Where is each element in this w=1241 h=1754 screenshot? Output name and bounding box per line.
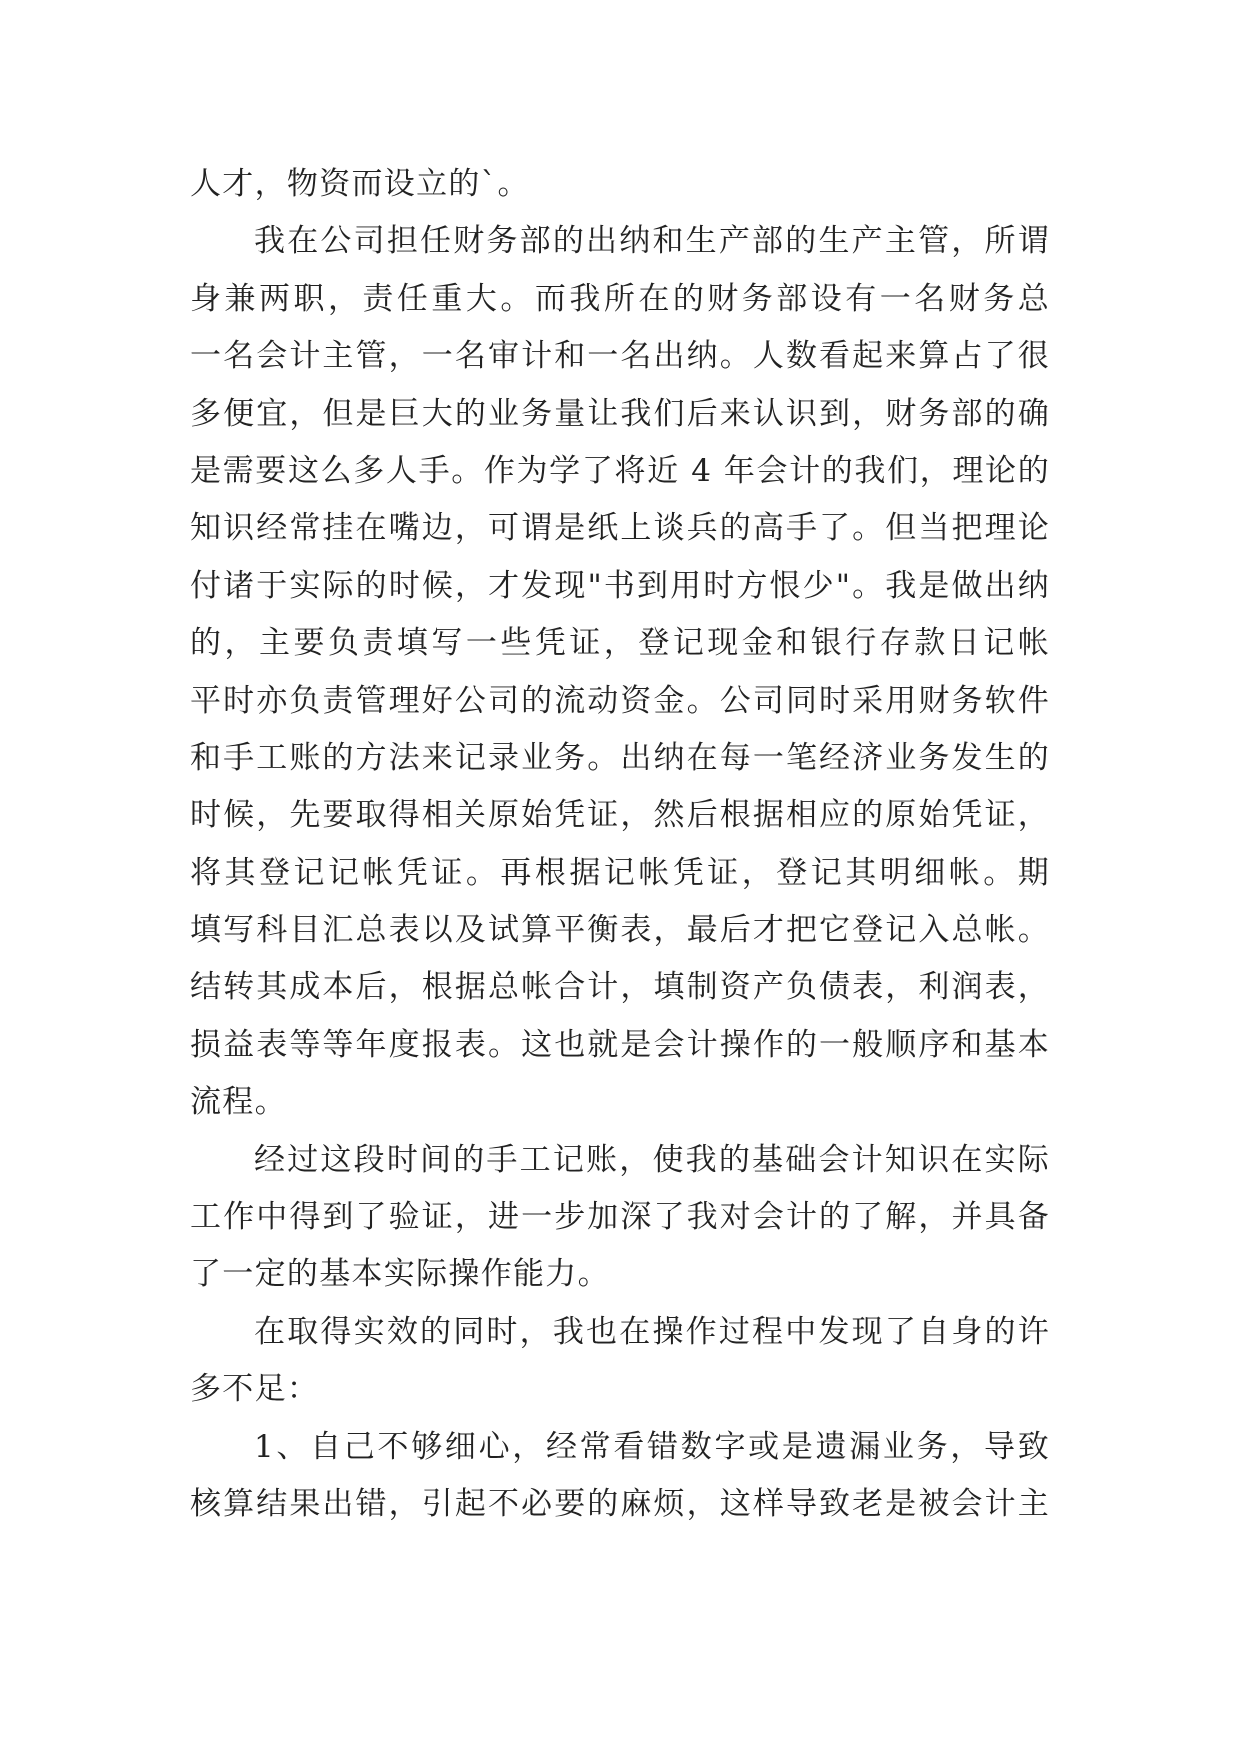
text-line: 结转其成本后，根据总帐合计，填制资产负债表，利润表，: [190, 969, 1050, 1006]
text-line: 知识经常挂在嘴边，可谓是纸上谈兵的高手了。但当把理论: [190, 510, 1050, 547]
text-line: 流程。: [190, 1084, 287, 1121]
text-line: 多便宜，但是巨大的业务量让我们后来认识到，财务部的确: [190, 395, 1050, 432]
text-line: 平时亦负责管理好公司的流动资金。公司同时采用财务软件: [190, 682, 1050, 719]
text-line: 在取得实效的同时，我也在操作过程中发现了自身的许: [254, 1313, 1050, 1350]
text-line: 一名会计主管，一名审计和一名出纳。人数看起来算占了很: [190, 338, 1050, 375]
text-line: 核算结果出错，引起不必要的麻烦，这样导致老是被会计主: [190, 1485, 1050, 1522]
text-line: 经过这段时间的手工记账，使我的基础会计知识在实际: [254, 1141, 1050, 1178]
text-line: 是需要这么多人手。作为学了将近 4 年会计的我们，理论的: [190, 452, 1050, 489]
text-line: 的，主要负责填写一些凭证，登记现金和银行存款日记帐: [190, 625, 1050, 662]
text-line: 身兼两职，责任重大。而我所在的财务部设有一名财务总: [190, 280, 1050, 317]
text-line: 多不足：: [190, 1371, 320, 1408]
text-line: 人才，物资而设立的`。: [190, 166, 530, 202]
text-line: 和手工账的方法来记录业务。出纳在每一笔经济业务发生的: [190, 739, 1050, 776]
text-line: 了一定的基本实际操作能力。: [190, 1256, 610, 1293]
text-line: 将其登记记帐凭证。再根据记帐凭证，登记其明细帐。期: [190, 854, 1050, 891]
text-line: 我在公司担任财务部的出纳和生产部的生产主管，所谓: [254, 223, 1050, 260]
text-line: 损益表等等年度报表。这也就是会计操作的一般顺序和基本: [190, 1026, 1050, 1063]
text-line: 1、自己不够细心，经常看错数字或是遗漏业务，导致: [254, 1428, 1050, 1465]
text-line: 填写科目汇总表以及试算平衡表，最后才把它登记入总帐。: [190, 912, 1050, 949]
body-text: [190, 156, 1050, 1533]
text-line: 工作中得到了验证，进一步加深了我对会计的了解，并具备: [190, 1199, 1050, 1236]
text-line: 付诸于实际的时候，才发现"书到用时方恨少"。我是做出纳: [190, 567, 1050, 604]
text-line: 时候，先要取得相关原始凭证，然后根据相应的原始凭证，: [190, 797, 1050, 834]
